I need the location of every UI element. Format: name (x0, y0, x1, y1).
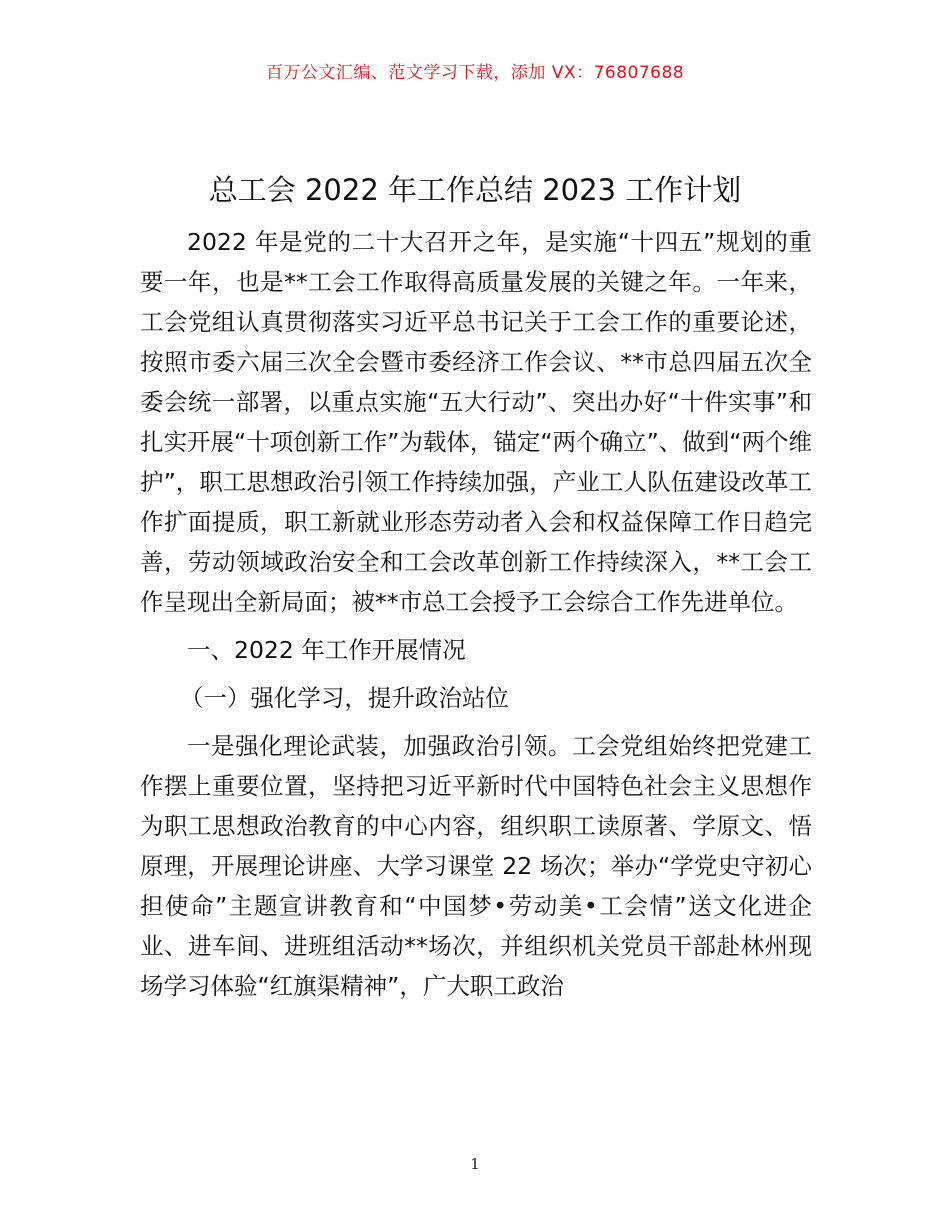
subsection-heading: （一）强化学习，提升政治站位 (179, 684, 509, 712)
header-watermark-note: 百万公文汇编、范文学习下载，添加 VX：76807688 (265, 63, 685, 83)
document-title: 总工会 2022 年工作总结 2023 工作计划 (208, 173, 742, 207)
section-heading: 一、2022 年工作开展情况 (187, 636, 466, 664)
document-body (140, 222, 812, 1006)
intro-paragraph: 2022 年是党的二十大召开之年，是实施“十四五”规划的重要一年，也是**工会工作取得高质量发展的关键之年。一年来，工会党组认真贯彻落实习近平总书记关于工会工作的重要论述，按照市委六届三次全会暨市委经济工作会议、**市总四届五次全委会统一部署，以重点实施“五大行动”、突出办好“十件实事”和扎实开展“十项创新工作”为载体，锚定“两个确立”、做到“两个维护”，职工思想政治引领工作持续加强，产业工人队伍建设改革工作扩面提质，职工新就业形态劳动者入会和权益保障工作日趋完善，劳动领域政治安全和工会改革创新工作持续深入，**工会工作呈现出全新局面；被**市总工会授予工会综合工作先进单位。 (140, 228, 812, 616)
body-paragraph: 一是强化理论武装，加强政治引领。工会党组始终把党建工作摆上重要位置，坚持把习近平新时代中国特色社会主义思想作为职工思想政治教育的中心内容，组织职工读原著、学原文、悟原理，开展理论讲座、大学习课堂 22 场次；举办“学党史守初心担使命”主题宣讲教育和“中国梦•劳动美•工会情”送文化进企业、进车间、进班组活动**场次，并组织机关党员干部赴林州现场学习体验“红旗渠精神”，广大职工政治 (140, 732, 812, 1000)
page-number: 1 (470, 1155, 480, 1173)
